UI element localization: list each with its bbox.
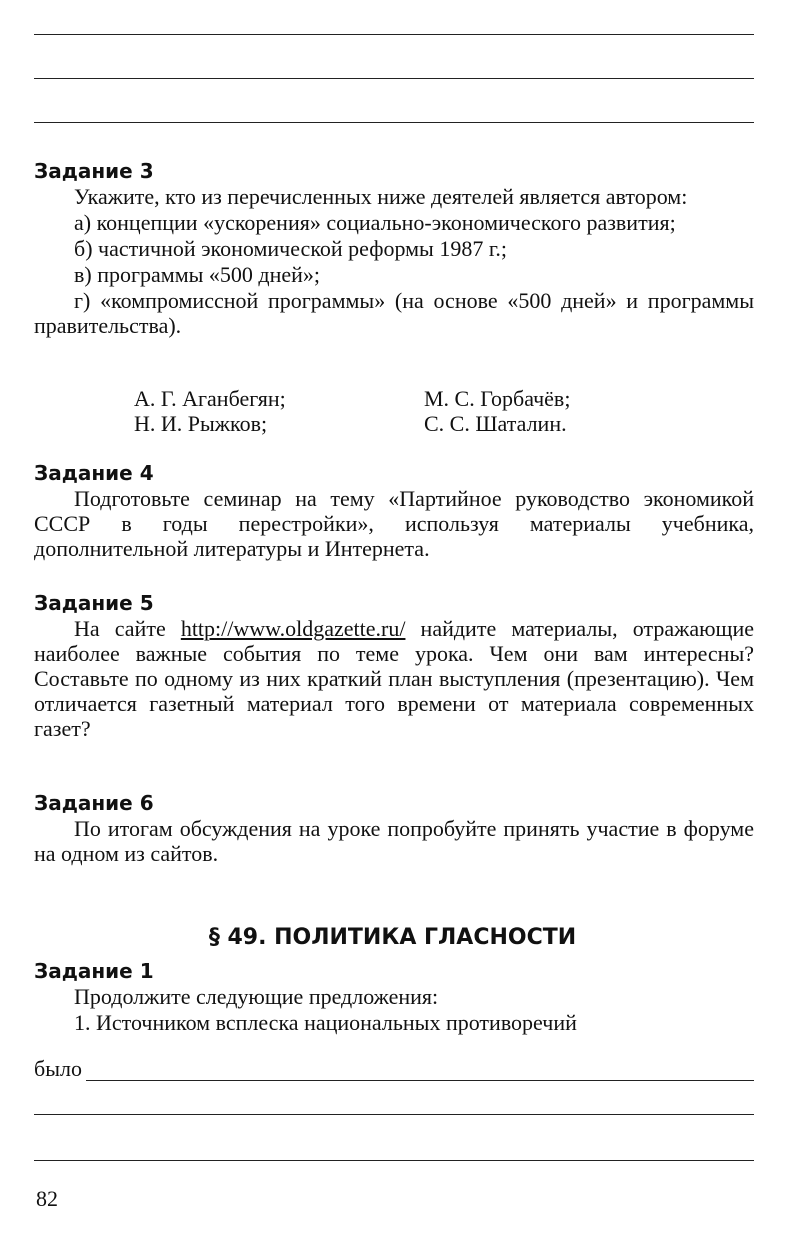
page-number: 82: [36, 1186, 58, 1211]
answer-blank: [86, 1062, 754, 1081]
task-3-intro: Укажите, кто из перечисленных ниже деятелей является автором:: [74, 184, 688, 209]
answer-line-with-label: [34, 1056, 754, 1081]
section-heading: § 49. ПОЛИТИКА ГЛАСНОСТИ: [208, 925, 577, 950]
task-3-item-a: а) концепции «ускорения» социально-экономического развития;: [74, 210, 676, 235]
answer-line: [34, 34, 754, 35]
task-6-text: По итогам обсуждения на уроке попробуйте принять участие в форуме на одном из сайтов.: [34, 816, 754, 866]
task-3-item-c: в) программы «500 дней»;: [74, 262, 321, 287]
task-4-title: Задание 4: [34, 461, 154, 485]
task-6: [34, 790, 754, 866]
names-row: [134, 386, 654, 411]
task-5: [34, 590, 754, 741]
task-3-item-b: б) частичной экономической реформы 1987 г.;: [74, 236, 507, 261]
section-task-1: [34, 958, 754, 1035]
name-ryzhkov: Н. И. Рыжков;: [134, 411, 268, 436]
task-3: [34, 158, 754, 338]
oldgazette-link[interactable]: http://www.oldgazette.ru/: [180, 616, 406, 641]
task-4-text: Подготовьте семинар на тему «Партийное руководство экономикой СССР в годы перестройки», используя материалы учебника, дополнительной литературы и Интернета.: [34, 486, 754, 561]
task-3-title: Задание 3: [34, 159, 154, 183]
task-3-item-d: г) «компромиссной программы» (на основе «500 дней» и программы правительства).: [34, 288, 754, 338]
task-6-title: Задание 6: [34, 791, 154, 815]
names-row: [134, 411, 654, 436]
answer-prefix: было: [34, 1056, 82, 1081]
answer-line: [34, 78, 754, 79]
task-5-text: [34, 616, 754, 741]
name-aganbegyan: А. Г. Аганбегян;: [134, 386, 286, 411]
section-task-1-title: Задание 1: [34, 959, 154, 983]
task-4: [34, 460, 754, 561]
task-5-title: Задание 5: [34, 591, 154, 615]
section-task-1-item-1: 1. Источником всплеска национальных противоречий: [74, 1010, 577, 1035]
task-5-text-before: На сайте: [74, 616, 181, 641]
name-gorbachev: М. С. Горбачёв;: [424, 386, 571, 411]
section-task-1-intro: Продолжите следующие предложения:: [74, 984, 439, 1009]
name-shatalin: С. С. Шаталин.: [424, 411, 567, 436]
answer-line: [34, 1160, 754, 1161]
answer-line: [34, 1114, 754, 1115]
task-5-text-after: найдите материалы, отражающие наиболее важные события по теме урока. Чем они вам интересны? Составьте по одному из них краткий план выступления (презентацию). Чем отличается газетный материал того времени от материала современных газет?: [34, 616, 754, 741]
answer-line: [34, 122, 754, 123]
task-3-names: [134, 386, 654, 436]
